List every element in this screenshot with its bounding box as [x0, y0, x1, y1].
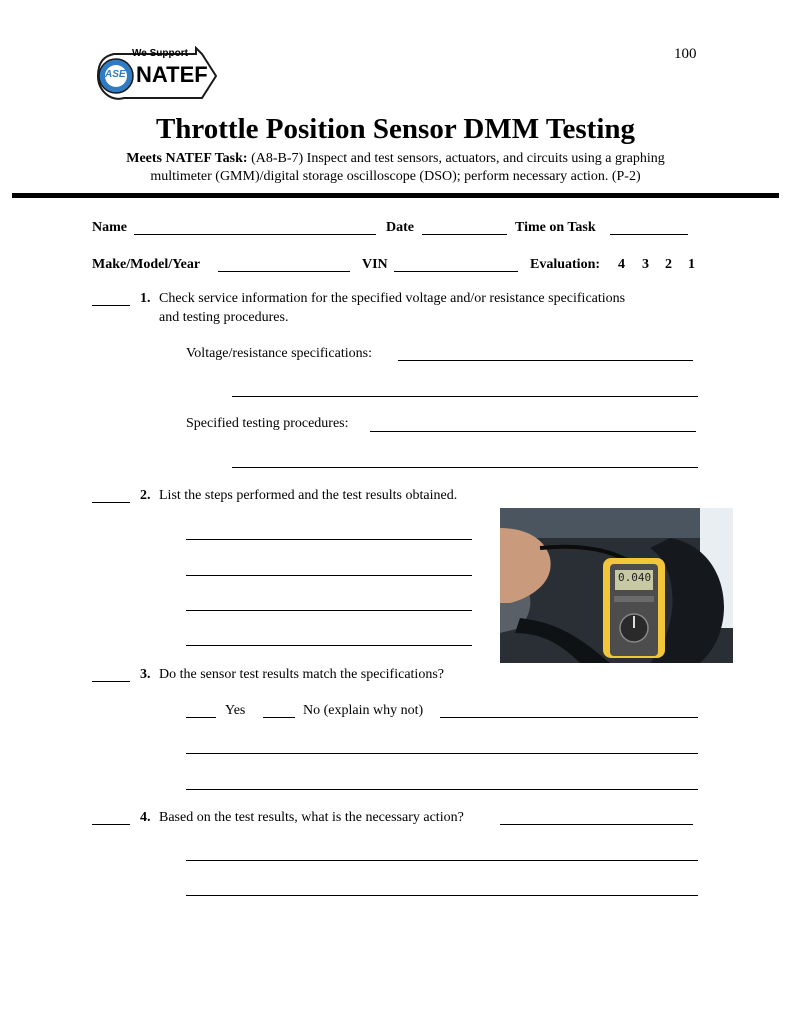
voltage-resistance-label: Voltage/resistance specifications:	[186, 346, 372, 361]
vin-field[interactable]	[394, 271, 518, 272]
testing-procedures-label: Specified testing procedures:	[186, 416, 349, 431]
no-label: No (explain why not)	[303, 703, 424, 718]
logo-tagline: We Support	[132, 48, 188, 59]
step-4-number: 4.	[140, 810, 151, 825]
score-1[interactable]: 1	[688, 257, 695, 272]
step-4-answer-line-2[interactable]	[186, 895, 698, 896]
make-model-year-field[interactable]	[218, 271, 350, 272]
step-3-text: Do the sensor test results match the specifications?	[159, 667, 444, 682]
page-title: Throttle Position Sensor DMM Testing	[155, 113, 636, 145]
task-description	[0, 150, 791, 186]
step-2-answer-line-3[interactable]	[186, 610, 472, 611]
voltage-resistance-field[interactable]	[398, 360, 693, 361]
step-1-text-line-2: and testing procedures.	[159, 310, 289, 325]
time-on-task-label: Time on Task	[515, 220, 596, 235]
step-4-text: Based on the test results, what is the necessary action?	[159, 810, 464, 825]
task-line-1: (A8-B-7) Inspect and test sensors, actuators, and circuits using a graphing	[251, 151, 665, 166]
step-2-answer-line-2[interactable]	[186, 575, 472, 576]
vin-label: VIN	[362, 257, 388, 272]
date-field[interactable]	[422, 234, 507, 235]
make-model-year-label: Make/Model/Year	[92, 257, 201, 272]
name-label: Name	[92, 220, 127, 235]
step-2-check-field[interactable]	[92, 502, 130, 503]
step-2-answer-line-4[interactable]	[186, 645, 472, 646]
step-2-number: 2.	[140, 488, 151, 503]
score-3[interactable]: 3	[642, 257, 649, 272]
step-3-check-field[interactable]	[92, 681, 130, 682]
multimeter-photo-illustration	[500, 508, 733, 663]
name-field[interactable]	[134, 234, 376, 235]
testing-procedures-field[interactable]	[370, 431, 696, 432]
step-1-check-field[interactable]	[92, 305, 130, 306]
natef-logo	[92, 46, 220, 108]
necessary-action-field[interactable]	[500, 824, 693, 825]
step-2-answer-line-1[interactable]	[186, 539, 472, 540]
step-3-number: 3.	[140, 667, 151, 682]
step-3-answer-line-1[interactable]	[186, 753, 698, 754]
logo-brand: NATEF	[136, 62, 208, 87]
step-2-text: List the steps performed and the test results obtained.	[159, 488, 458, 503]
step-4-answer-line-1[interactable]	[186, 860, 698, 861]
testing-procedures-field-2[interactable]	[232, 467, 698, 468]
meter-display-reading: 0.040	[618, 571, 652, 584]
step-3-answer-line-2[interactable]	[186, 789, 698, 790]
time-on-task-field[interactable]	[610, 234, 688, 235]
score-4[interactable]: 4	[618, 257, 625, 272]
step-1-number: 1.	[140, 291, 151, 306]
date-label: Date	[386, 220, 414, 235]
no-explanation-field[interactable]	[440, 717, 698, 718]
header-divider	[12, 193, 779, 198]
logo-seal-text: ASE	[105, 69, 126, 80]
no-check-field[interactable]	[263, 717, 295, 718]
task-line-2: multimeter (GMM)/digital storage oscilloscope (DSO); perform necessary action. (P-2)	[150, 169, 641, 184]
yes-label: Yes	[225, 703, 246, 718]
voltage-resistance-field-2[interactable]	[232, 396, 698, 397]
step-1-text-line-1: Check service information for the specified voltage and/or resistance specifications	[159, 291, 626, 306]
task-label: Meets NATEF Task:	[126, 151, 248, 166]
page-number: 100	[674, 46, 697, 62]
step-4-check-field[interactable]	[92, 824, 130, 825]
yes-check-field[interactable]	[186, 717, 216, 718]
score-2[interactable]: 2	[665, 257, 672, 272]
dmm-testing-photo	[500, 508, 733, 663]
evaluation-label: Evaluation:	[530, 257, 601, 272]
